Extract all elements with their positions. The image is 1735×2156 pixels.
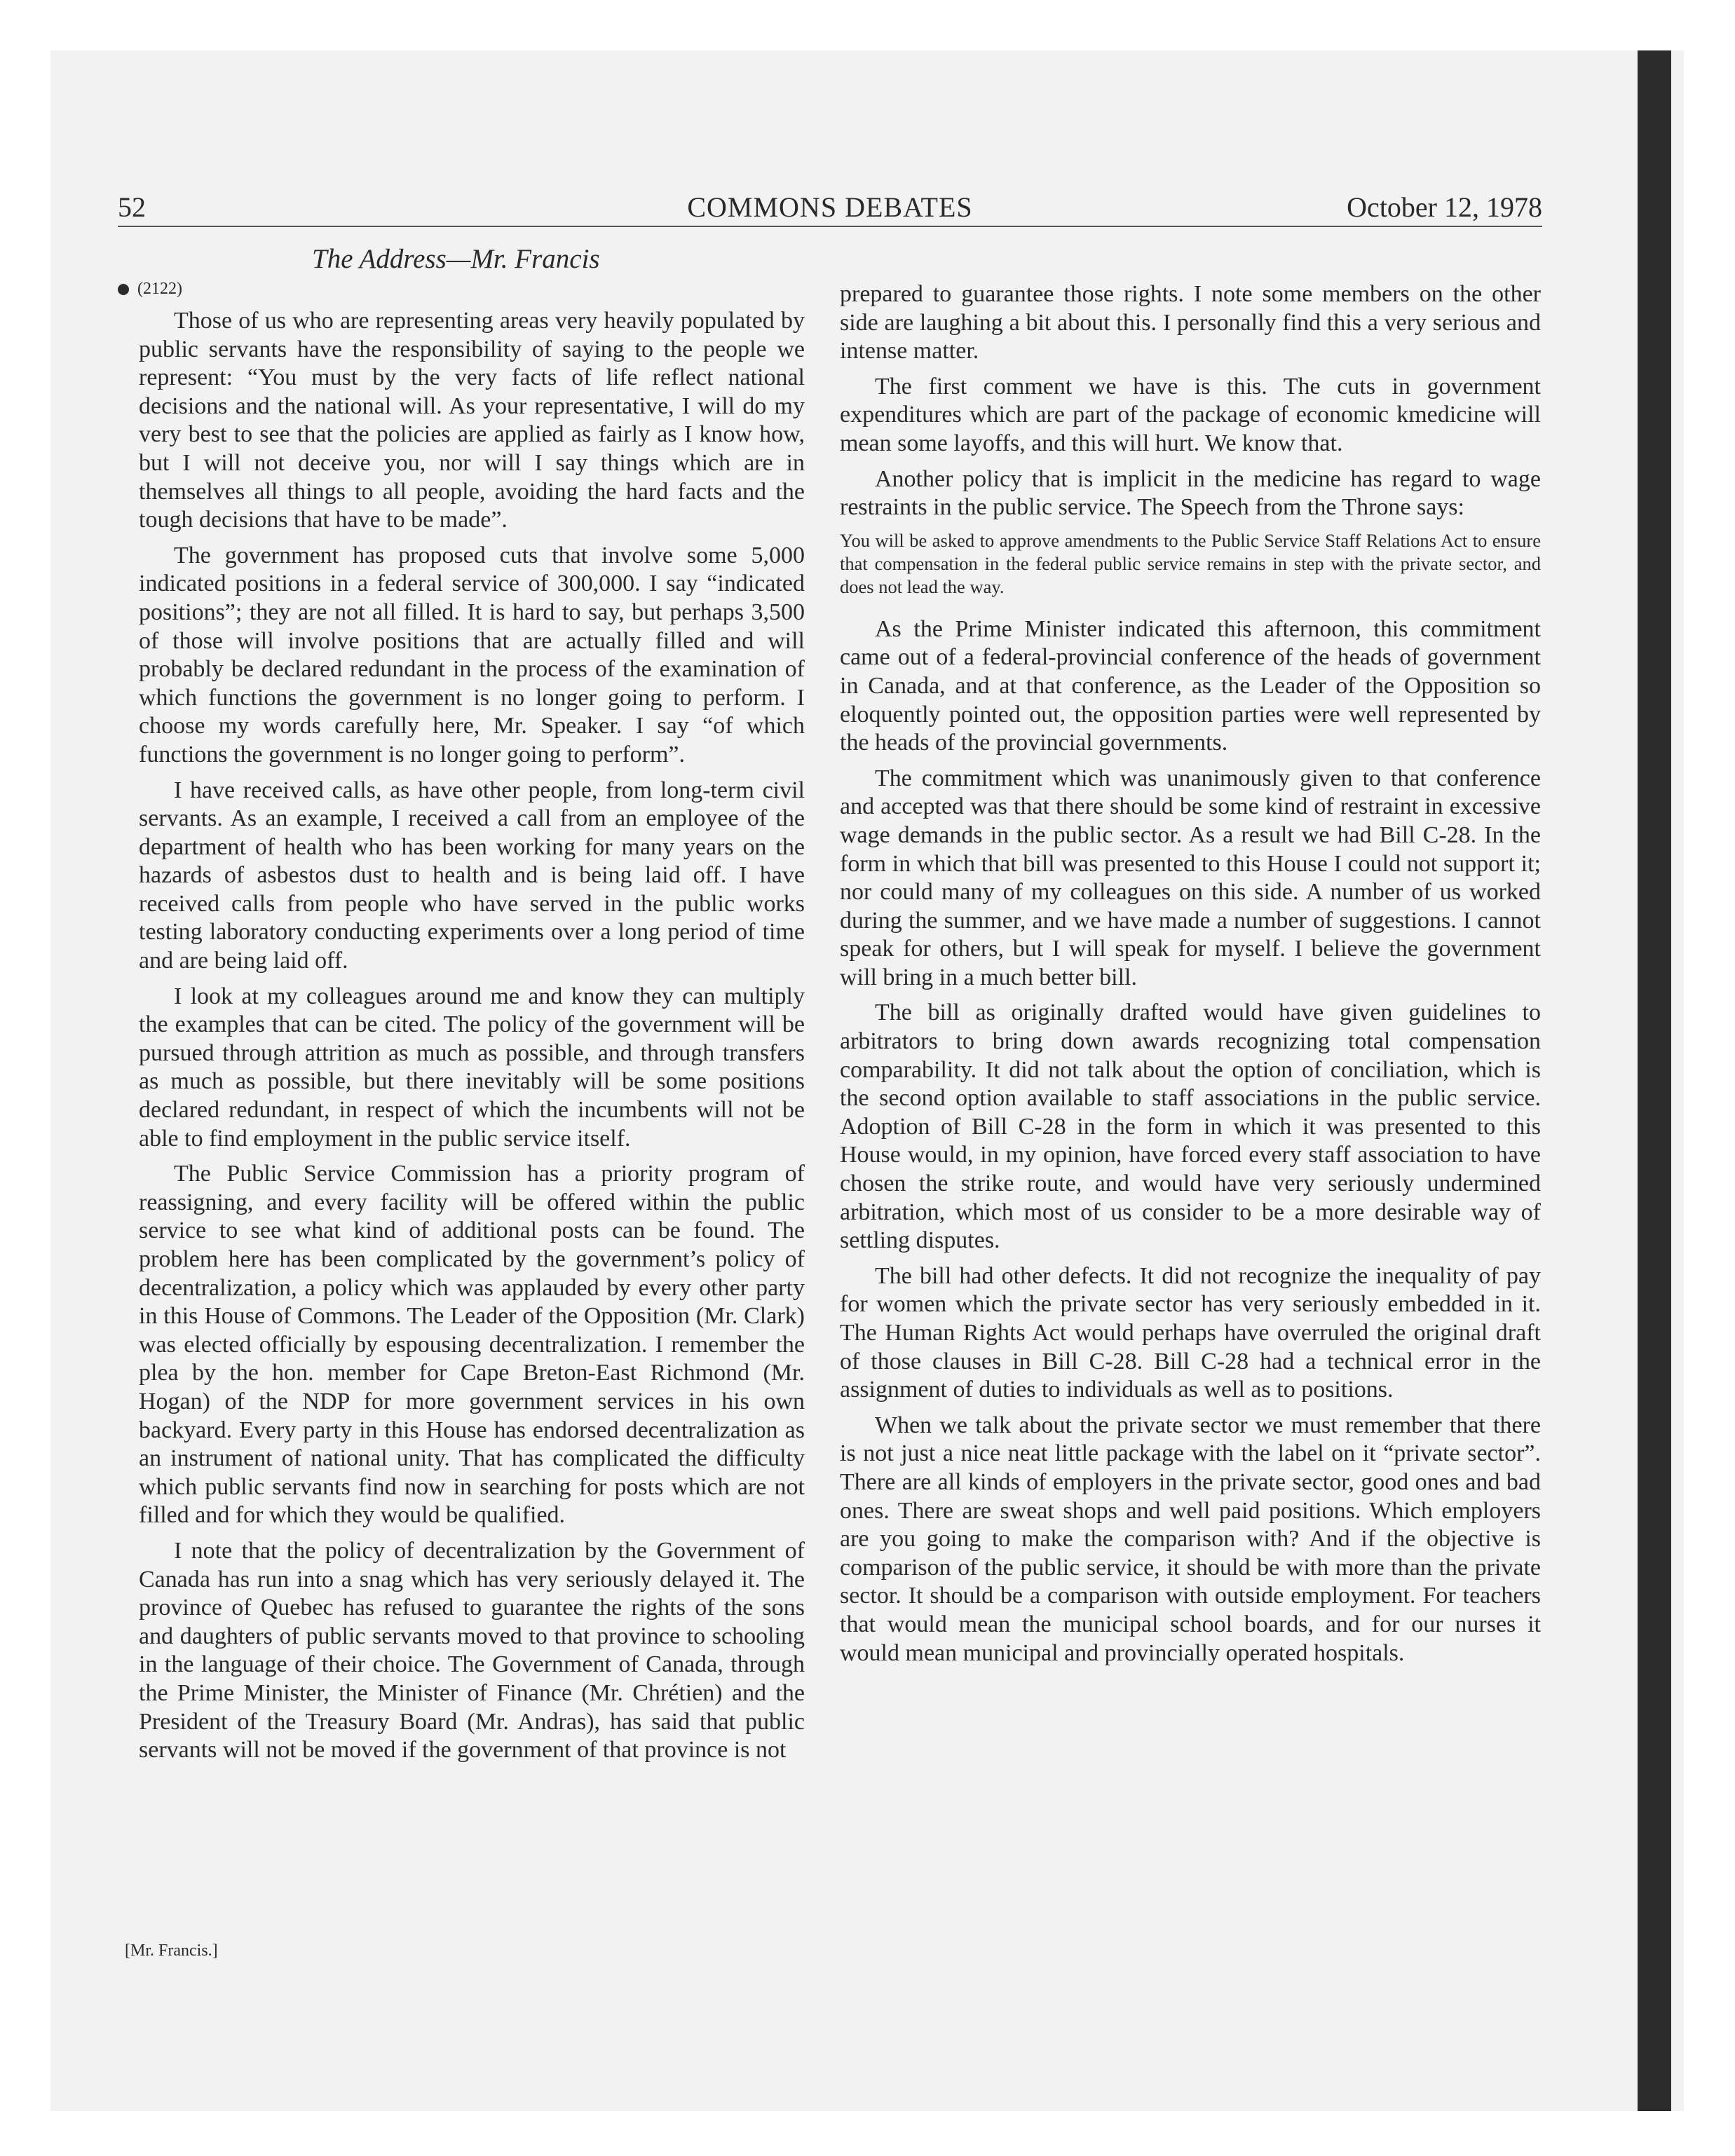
page-number: 52 bbox=[118, 191, 146, 223]
paragraph: The Public Service Commission has a priority program of reassigning, and every facility will be offered within the public service to see what kind of additional posts can be found. The problem here has been complicated by the government’s policy of decentralization, a policy which was applauded by every other party in this House of Commons. The Leader of the Opposition (Mr. Clark) was elected officially by espousing decentralization. I remember the plea by the hon. member for Cape Breton-East Richmond (Mr. Hogan) of the NDP for more government services in his own backyard. Every party in this House has endorsed decentralization as an instrument of national unity. That has complicated the difficulty which public servants find now in searching for posts which are not filled and for which they would be qualified. bbox=[139, 1161, 805, 1529]
paragraph: The government has proposed cuts that involve some 5,000 indicated positions in a federal service of 300,000. I say “indicated positions”; they are not all filled. It is hard to say, but perhaps 3,500 of those will involve positions that are actually filled and will probably be declared redundant in the process of the examination of which functions the government is no longer going to perform. I choose my words carefully here, Mr. Speaker. I say “of which functions the government is no longer going to perform”. bbox=[139, 542, 805, 767]
paragraph: The bill as originally drafted would have given guidelines to arbitrators to bring down awards recognizing total compensation comparability. It did not talk about the option of conciliation, which is the second option available to staff associations in the public service. Adoption of Bill C-28 in the form in which it was presented to this House would, in my opinion, have forced every staff association to have chosen the strike route, and would have very seriously undermined arbitration, which most of us consider to be a more desirable way of settling disputes. bbox=[840, 999, 1541, 1254]
paragraph: prepared to guarantee those rights. I note some members on the other side are laughing a bit about this. I personally find this a very serious and intense matter. bbox=[840, 281, 1541, 364]
running-head: The Address—Mr. Francis bbox=[312, 244, 600, 274]
paragraph: When we talk about the private sector we must remember that there is not just a nice neat little package with the label on it “private sector”. There are all kinds of employers in the private sector, good ones and bad ones. There are sweat shops and well paid positions. Which employers are you going to make the comparison with? And if the objective is comparison of the public service, it should be with more than the private sector. It should be a comparison with outside employment. For teachers that would mean the municipal school boards, and for our nurses it would mean municipal and provincially operated hospitals. bbox=[840, 1412, 1541, 1666]
page-header bbox=[118, 189, 1542, 227]
timestamp-text: (2122) bbox=[137, 280, 182, 298]
speech-quote: You will be asked to approve amendments to the Public Service Staff Relations Act to ensure that compensation in the federal public service remains in step with the private sector, and does not lead the way. bbox=[840, 529, 1541, 597]
paragraph: I note that the policy of decentralization by the Government of Canada has run into a snag which has very seriously delayed it. The province of Quebec has refused to guarantee the rights of the sons and daughters of public servants moved to that province to schooling in the language of their choice. The Government of Canada, through the Prime Minister, the Minister of Finance (Mr. Chrétien) and the President of the Treasury Board (Mr. Andras), has said that public servants will not be moved if the government of that province is not bbox=[139, 1537, 805, 1763]
paragraph: Those of us who are representing areas very heavily populated by public servants have the responsibility of saying to the people we represent: “You must by the very facts of life reflect national decisions and the national will. As your representative, I will do my very best to see that the policies are applied as fairly as I know how, but I will not deceive you, nor will I say things which are in themselves all things to all people, avoiding the hard facts and the tough decisions that have to be made”. bbox=[139, 308, 805, 533]
right-column bbox=[840, 280, 1541, 1674]
paragraph: The commitment which was unanimously given to that conference and accepted was that there should be some kind of restraint in excessive wage demands in the public sector. As a result we had Bill C-28. In the form in which that bill was presented to this House I could not support it; nor could many of my colleagues on this side. A number of us worked during the summer, and we have made a number of suggestions. I cannot speak for others, but I will speak for myself. I believe the government will bring in a much better bill. bbox=[840, 765, 1541, 990]
paragraph: I look at my colleagues around me and know they can multiply the examples that can be cited. The policy of the government will be pursued through attrition as much as possible, and through transfers as much as possible, but there inevitably will be some positions declared redundant, in respect of which the incumbents will not be able to find employment in the public service itself. bbox=[139, 983, 805, 1152]
publication-title: COMMONS DEBATES bbox=[687, 191, 973, 223]
paragraph: I have received calls, as have other people, from long-term civil servants. As an example, I received a call from an employee of the department of health who has been working for many years on the hazards of asbestos dust to health and is being laid off. I have received calls from people who have served in the public works testing laboratory conducting experiments over a long period of time and are being laid off. bbox=[139, 777, 805, 974]
paragraph: As the Prime Minister indicated this afternoon, this commitment came out of a federal-provincial conference of the heads of government in Canada, and at that conference, as the Leader of the Opposition so eloquently pointed out, the opposition parties were well represented by the heads of the provincial governments. bbox=[840, 615, 1541, 756]
publication-date: October 12, 1978 bbox=[1347, 191, 1542, 223]
paragraph: The first comment we have is this. The cuts in government expenditures which are part of the package of economic kmedicine will mean some layoffs, and this will hurt. We know that. bbox=[840, 373, 1541, 456]
paragraph: Another policy that is implicit in the medicine has regard to wage restraints in the public service. The Speech from the Throne says: bbox=[840, 465, 1541, 521]
scan-edge-bar bbox=[1638, 50, 1671, 2111]
bullet-icon bbox=[118, 284, 129, 295]
timestamp-marker bbox=[118, 275, 805, 303]
left-column bbox=[139, 275, 805, 1772]
paragraph: The bill had other defects. It did not recognize the inequality of pay for women which the private sector has very seriously embedded in it. The Human Rights Act would perhaps have overruled the original draft of those clauses in Bill C-28. Bill C-28 had a technical error in the assignment of duties to individuals as well as to positions. bbox=[840, 1262, 1541, 1403]
speaker-signoff: [Mr. Francis.] bbox=[125, 1942, 218, 1960]
